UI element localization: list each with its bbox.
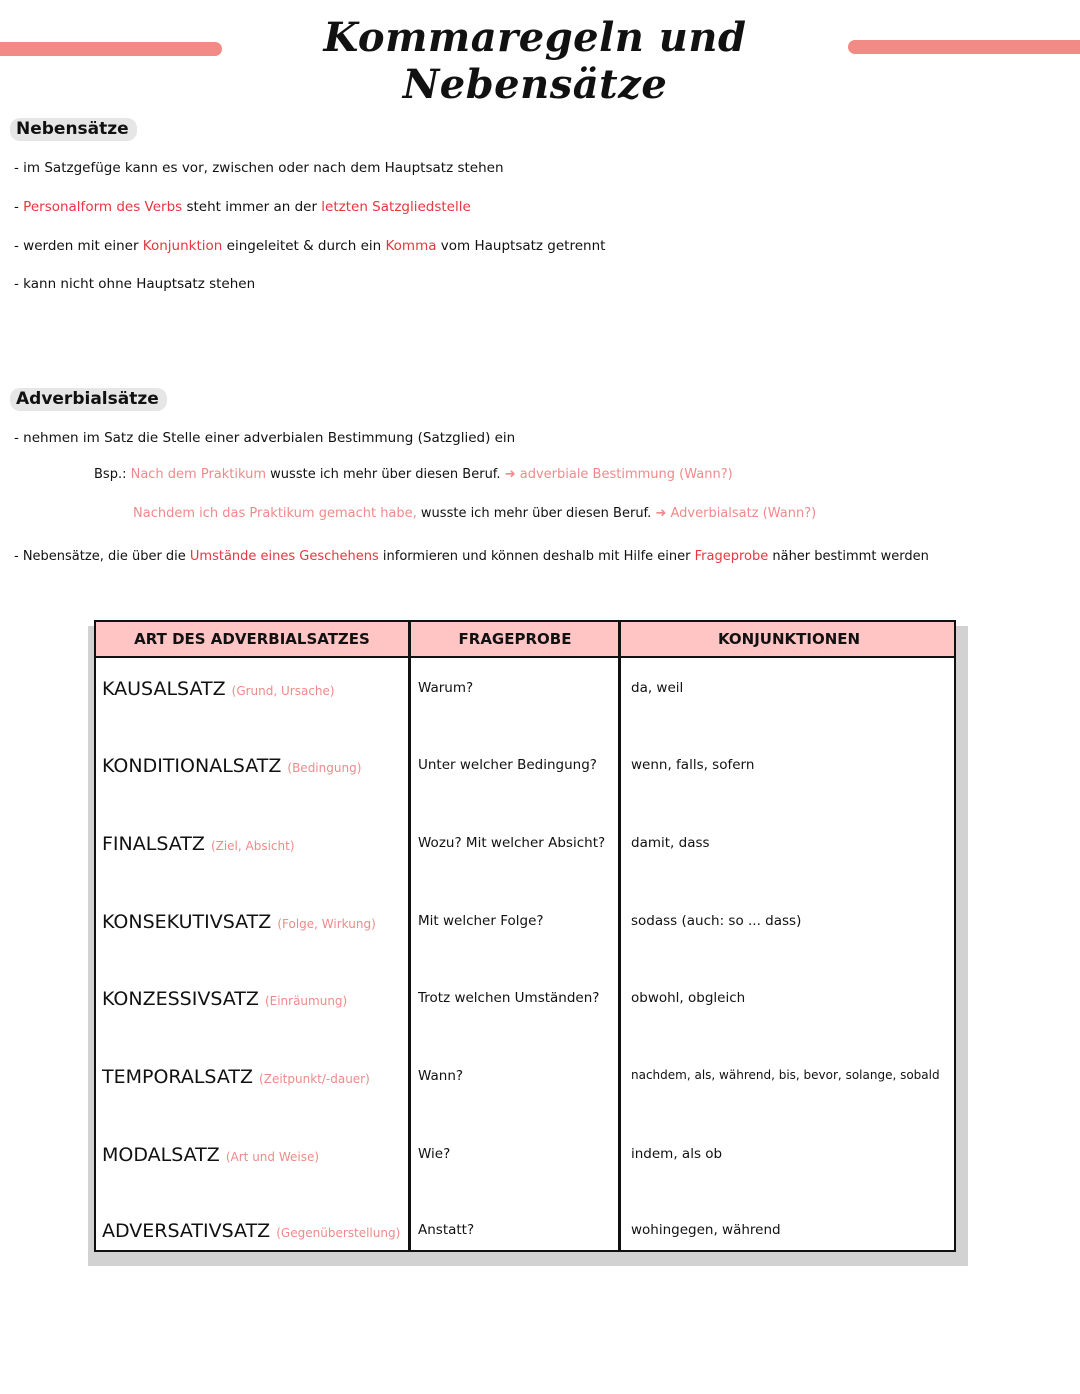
- example-adverbiale-bestimmung: [94, 467, 733, 482]
- text: vom Hauptsatz getrennt: [436, 238, 606, 254]
- art-note: (Einräumung): [264, 994, 348, 1008]
- cell-konjunktionen: indem, als ob: [631, 1146, 723, 1162]
- art-note: (Gegenüberstellung): [276, 1226, 401, 1240]
- bullet-adverbialsatz-umstaende: [14, 549, 929, 564]
- cell-art: [102, 833, 295, 855]
- cell-art: [102, 678, 335, 700]
- cell-frageprobe: Warum?: [418, 680, 474, 696]
- bullet-nebensatz-konjunktion: [14, 238, 605, 254]
- cell-konjunktionen: da, weil: [631, 680, 684, 696]
- art-note: (Folge, Wirkung): [277, 917, 376, 931]
- bullet-nebensatz-verb: [14, 199, 471, 215]
- bullet-adverbialsatz-definition: - nehmen im Satz die Stelle einer adverbialen Bestimmung (Satzglied) ein: [14, 430, 516, 446]
- header-art: ART DES ADVERBIALSATZES: [134, 630, 370, 648]
- highlight-satzgliedstelle: letzten Satzgliedstelle: [321, 199, 471, 215]
- art-name: KAUSALSATZ: [102, 678, 226, 700]
- highlight-umstaende: Umstände eines Geschehens: [189, 549, 379, 564]
- highlight-personalform: Personalform des Verbs: [23, 199, 183, 215]
- text: Bsp.:: [94, 467, 131, 482]
- highlight-example: Nachdem ich das Praktikum gemacht habe,: [133, 506, 417, 521]
- cell-frageprobe: Wann?: [418, 1068, 464, 1084]
- example-note: ➜ adverbiale Bestimmung (Wann?): [500, 467, 733, 482]
- title-decoration-left: [0, 42, 222, 56]
- cell-konjunktionen: sodass (auch: so ... dass): [631, 913, 802, 929]
- column-divider: [408, 622, 411, 1250]
- art-name: KONDITIONALSATZ: [102, 755, 282, 777]
- art-name: KONZESSIVSATZ: [102, 988, 259, 1010]
- cell-art: [102, 1066, 370, 1088]
- cell-frageprobe: Wozu? Mit welcher Absicht?: [418, 835, 606, 851]
- text: eingeleitet & durch ein: [222, 238, 386, 254]
- art-note: (Zeitpunkt/-dauer): [259, 1072, 370, 1086]
- example-note: ➜ Adverbialsatz (Wann?): [651, 506, 817, 521]
- text: steht immer an der: [182, 199, 322, 215]
- cell-art: [102, 1220, 400, 1242]
- page-title: Kommaregeln und Nebensätze: [323, 14, 747, 108]
- cell-frageprobe: Anstatt?: [418, 1222, 475, 1238]
- cell-art: [102, 755, 361, 777]
- art-note: (Grund, Ursache): [231, 684, 335, 698]
- header-frageprobe: FRAGEPROBE: [458, 630, 572, 648]
- highlight-example: Nach dem Praktikum: [130, 467, 267, 482]
- cell-konjunktionen: wohingegen, während: [631, 1222, 781, 1238]
- highlight-frageprobe: Frageprobe: [694, 549, 769, 564]
- cell-frageprobe: Wie?: [418, 1146, 451, 1162]
- cell-frageprobe: Unter welcher Bedingung?: [418, 757, 597, 773]
- text: wusste ich mehr über diesen Beruf.: [266, 467, 501, 482]
- art-name: TEMPORALSATZ: [102, 1066, 253, 1088]
- cell-konjunktionen: damit, dass: [631, 835, 710, 851]
- art-name: MODALSATZ: [102, 1144, 220, 1166]
- table-header: [96, 622, 954, 658]
- art-note: (Bedingung): [287, 761, 362, 775]
- text: - werden mit einer: [14, 238, 143, 254]
- text: -: [14, 199, 24, 215]
- highlight-komma: Komma: [385, 238, 437, 254]
- text: wusste ich mehr über diesen Beruf.: [416, 506, 652, 521]
- section-label-nebensaetze: Nebensätze: [10, 118, 137, 141]
- art-name: FINALSATZ: [102, 833, 205, 855]
- cell-konjunktionen: nachdem, als, während, bis, bevor, solange, sobald: [631, 1068, 940, 1082]
- cell-frageprobe: Trotz welchen Umständen?: [418, 990, 600, 1006]
- section-label-adverbialsaetze: Adverbialsätze: [10, 388, 167, 411]
- art-name: ADVERSATIVSATZ: [102, 1220, 271, 1242]
- bullet-nebensatz-hauptsatz: - kann nicht ohne Hauptsatz stehen: [14, 276, 256, 292]
- cell-art: [102, 988, 347, 1010]
- highlight-konjunktion: Konjunktion: [142, 238, 223, 254]
- cell-art: [102, 1144, 319, 1166]
- adverbialsatz-table: [94, 620, 956, 1252]
- cell-frageprobe: Mit welcher Folge?: [418, 913, 544, 929]
- cell-konjunktionen: wenn, falls, sofern: [631, 757, 755, 773]
- bullet-nebensatz-position: - im Satzgefüge kann es vor, zwischen oder nach dem Hauptsatz stehen: [14, 160, 504, 176]
- column-divider: [618, 622, 621, 1250]
- text: - Nebensätze, die über die: [14, 549, 190, 564]
- text: näher bestimmt werden: [768, 549, 929, 564]
- cell-konjunktionen: obwohl, obgleich: [631, 990, 746, 1006]
- example-adverbialsatz: [133, 506, 816, 521]
- cell-art: [102, 911, 376, 933]
- header-konjunktionen: KONJUNKTIONEN: [717, 630, 861, 648]
- text: informieren und können deshalb mit Hilfe einer: [378, 549, 695, 564]
- art-name: KONSEKUTIVSATZ: [102, 911, 272, 933]
- art-note: (Ziel, Absicht): [210, 839, 295, 853]
- art-note: (Art und Weise): [225, 1150, 320, 1164]
- title-decoration-right: [848, 40, 1080, 54]
